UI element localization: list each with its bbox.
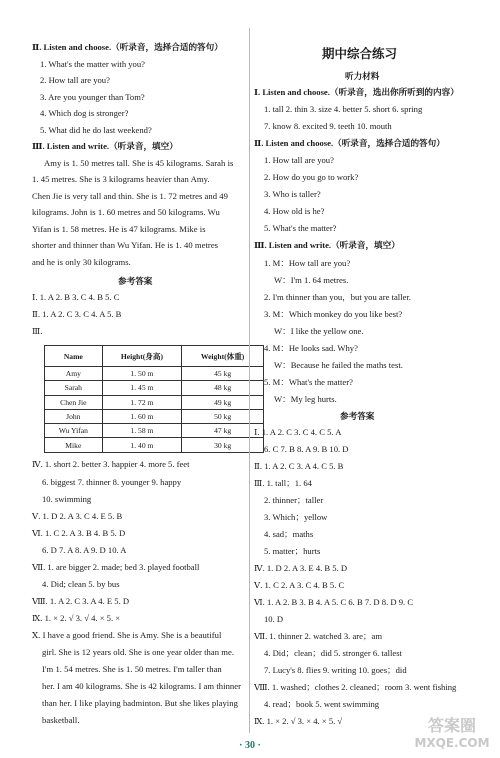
answer-line: Ⅱ. 1. A 2. C 3. C 4. A 5. B bbox=[32, 309, 122, 319]
answer-line: 4. Did; clean 5. by bus bbox=[42, 579, 120, 589]
height-weight-table bbox=[44, 345, 264, 453]
answer-line: Ⅵ. 1. A 2. B 3. B 4. A 5. C 6. B 7. D 8. D 9. C bbox=[254, 597, 414, 607]
table-cell: 30 kg bbox=[182, 438, 264, 452]
answer-line: 4. sad；maths bbox=[264, 529, 314, 539]
table-cell: Mike bbox=[45, 438, 103, 452]
question-item: 1. What's the matter with you? bbox=[40, 59, 145, 69]
answer-line: 5. matter；hurts bbox=[264, 546, 321, 556]
writing-line: girl. She is 12 years old. She is one year older than me. bbox=[42, 647, 235, 657]
dialog-line: 5. M：What's the matter? bbox=[264, 377, 353, 387]
table-cell: John bbox=[45, 409, 103, 423]
question-item: 5. What did he do last weekend? bbox=[40, 125, 152, 135]
writing-line: than her. I like playing badminton. But she likes playing bbox=[42, 698, 238, 708]
question-item: 5. What's the matter? bbox=[264, 223, 337, 233]
table-row bbox=[45, 424, 264, 438]
answer-line: Ⅱ. 1. A 2. C 3. A 4. C 5. B bbox=[254, 461, 344, 471]
passage-line: Amy is 1. 50 metres tall. She is 45 kilograms. Sarah is bbox=[44, 158, 234, 168]
passage-line: 1. 45 metres. She is 3 kilograms heavier than Amy. bbox=[32, 174, 210, 184]
page-number: · 30 · bbox=[239, 740, 261, 751]
table-cell: Wu Yifan bbox=[45, 424, 103, 438]
table-cell: Sarah bbox=[45, 381, 103, 395]
table-cell: 1. 72 m bbox=[102, 395, 182, 409]
answer-line: 10. D bbox=[264, 614, 284, 624]
answer-line: Ⅶ. 1. are bigger 2. made; bed 3. played football bbox=[32, 562, 200, 572]
question-item: 4. Which dog is stronger? bbox=[40, 108, 129, 118]
passage-line: shorter and thinner than Wu Yifan. He is 1. 40 metres bbox=[32, 240, 219, 250]
answer-line: 4. read；book 5. went swimming bbox=[264, 699, 380, 709]
page-title: 期中综合练习 bbox=[322, 46, 398, 61]
answer-line: 3. Which；yellow bbox=[264, 512, 328, 522]
passage-line: Yifan is 1. 58 metres. He is 47 kilograms. Mike is bbox=[32, 224, 206, 234]
answer-line: 6. C 7. B 8. A 9. B 10. D bbox=[264, 444, 349, 454]
passage-line: kilograms. John is 1. 60 metres and 50 kilograms. Wu bbox=[32, 207, 220, 217]
question-item: 1. How tall are you? bbox=[264, 155, 334, 165]
table-cell: 49 kg bbox=[182, 395, 264, 409]
answer-line: Ⅴ. 1. D 2. A 3. C 4. E 5. B bbox=[32, 511, 123, 521]
answers-title: 参考答案 bbox=[118, 277, 153, 287]
answer-line: Ⅳ. 1. D 2. A 3. E 4. B 5. D bbox=[254, 563, 348, 573]
dialog-line: 1. M：How tall are you? bbox=[264, 258, 351, 268]
answer-line: Ⅸ. 1. × 2. √ 3. × 4. × 5. √ bbox=[254, 716, 343, 726]
question-item: 7. know 8. excited 9. teeth 10. mouth bbox=[264, 121, 392, 131]
dialog-line: W：Because he failed the maths test. bbox=[274, 360, 403, 370]
question-item: 2. How tall are you? bbox=[40, 75, 110, 85]
answer-line: Ⅸ. 1. × 2. √ 3. √ 4. × 5. × bbox=[32, 613, 121, 623]
answer-line: 6. D 7. A 8. A 9. D 10. A bbox=[42, 545, 127, 555]
question-item: 4. How old is he? bbox=[264, 206, 325, 216]
table-cell: 1. 58 m bbox=[102, 424, 182, 438]
table-row bbox=[45, 395, 264, 409]
answer-line: Ⅰ. 1. A 2. B 3. C 4. B 5. C bbox=[32, 292, 120, 302]
answer-line: Ⅷ. 1. A 2. C 3. A 4. E 5. D bbox=[32, 596, 130, 606]
dialog-line: W：I'm 1. 64 metres. bbox=[274, 275, 349, 285]
answer-line: Ⅶ. 1. thinner 2. watched 3. are；am bbox=[254, 631, 383, 641]
table-cell: 1. 45 m bbox=[102, 381, 182, 395]
section-subtitle: 听力材料 bbox=[345, 72, 380, 82]
answer-line: Ⅴ. 1. C 2. A 3. C 4. B 5. C bbox=[254, 580, 345, 590]
column-divider bbox=[249, 28, 250, 733]
writing-line: Ⅹ. I have a good friend. She is Amy. She is a beautiful bbox=[32, 630, 222, 640]
writing-line: basketball. bbox=[42, 715, 80, 725]
section-heading: Ⅲ. Listen and write.（听录音，填空） bbox=[254, 240, 400, 250]
answer-line: 10. swimming bbox=[42, 494, 92, 504]
watermark-bottom: MXQE.COM bbox=[414, 736, 490, 750]
answer-line: 2. thinner；taller bbox=[264, 495, 324, 505]
answer-line: Ⅰ. 1. A 2. C 3. C 4. C 5. A bbox=[254, 427, 342, 437]
question-item: 1. tall 2. thin 3. size 4. better 5. short 6. spring bbox=[264, 104, 423, 114]
dialog-line: 4. M：He looks sad. Why? bbox=[264, 343, 358, 353]
question-item: 3. Who is taller? bbox=[264, 189, 321, 199]
writing-line: her. I am 40 kilograms. She is 42 kilograms. I am thinner bbox=[42, 681, 242, 691]
answer-line: Ⅲ. 1. tall；1. 64 bbox=[254, 478, 312, 488]
dialog-line: 3. M：Which monkey do you like best? bbox=[264, 309, 403, 319]
question-item: 2. How do you go to work? bbox=[264, 172, 359, 182]
section-heading: Ⅲ. Listen and write.（听录音，填空） bbox=[32, 141, 178, 151]
passage-line: and he is only 30 kilograms. bbox=[32, 257, 131, 267]
table-cell: 1. 60 m bbox=[102, 409, 182, 423]
table-cell: Chen Jie bbox=[45, 395, 103, 409]
answer-line: Ⅵ. 1. C 2. A 3. B 4. B 5. D bbox=[32, 528, 126, 538]
column-header: Weight(体重) bbox=[182, 346, 264, 367]
writing-line: I'm 1. 54 metres. She is 1. 50 metres. I'm taller than bbox=[42, 664, 222, 674]
watermark-logo bbox=[410, 712, 494, 752]
section-heading: Ⅰ. Listen and choose.（听录音，选出你所听到的内容） bbox=[254, 87, 459, 97]
table-cell: 1. 50 m bbox=[102, 367, 182, 381]
section-heading: Ⅱ. Listen and choose.（听录音，选择合适的答句） bbox=[32, 42, 223, 52]
table-cell: 45 kg bbox=[182, 367, 264, 381]
passage-line: Chen Jie is very tall and thin. She is 1. 72 metres and 49 bbox=[32, 191, 228, 201]
table-header-row bbox=[45, 346, 264, 367]
dialog-line: 2. I'm thinner than you，but you are taller. bbox=[264, 292, 411, 302]
watermark-top: 答案圈 bbox=[427, 716, 477, 735]
table-row bbox=[45, 438, 264, 452]
question-item: 3. Are you younger than Tom? bbox=[40, 92, 145, 102]
table-row bbox=[45, 381, 264, 395]
table-row bbox=[45, 367, 264, 381]
table-row bbox=[45, 409, 264, 423]
answer-line: Ⅷ. 1. washed；clothes 2. cleaned；room 3. went fishing bbox=[254, 682, 457, 692]
answer-line: 7. Lucy's 8. flies 9. writing 10. goes；did bbox=[264, 665, 407, 675]
dialog-line: W：My leg hurts. bbox=[274, 394, 337, 404]
answers-title: 参考答案 bbox=[340, 412, 375, 422]
dialog-line: W：I like the yellow one. bbox=[274, 326, 364, 336]
table-cell: 1. 40 m bbox=[102, 438, 182, 452]
answer-line: Ⅲ. bbox=[32, 326, 43, 336]
table-cell: 47 kg bbox=[182, 424, 264, 438]
answer-line: 4. Did；clean；did 5. stronger 6. tallest bbox=[264, 648, 402, 658]
table-cell: 50 kg bbox=[182, 409, 264, 423]
answer-line: Ⅳ. 1. short 2. better 3. happier 4. more 5. feet bbox=[32, 459, 190, 469]
column-header: Name bbox=[45, 346, 103, 367]
table-cell: 48 kg bbox=[182, 381, 264, 395]
section-heading: Ⅱ. Listen and choose.（听录音，选择合适的答句） bbox=[254, 138, 445, 148]
column-header: Height(身高) bbox=[102, 346, 182, 367]
answer-line: 6. biggest 7. thinner 8. younger 9. happy bbox=[42, 477, 182, 487]
table-cell: Amy bbox=[45, 367, 103, 381]
